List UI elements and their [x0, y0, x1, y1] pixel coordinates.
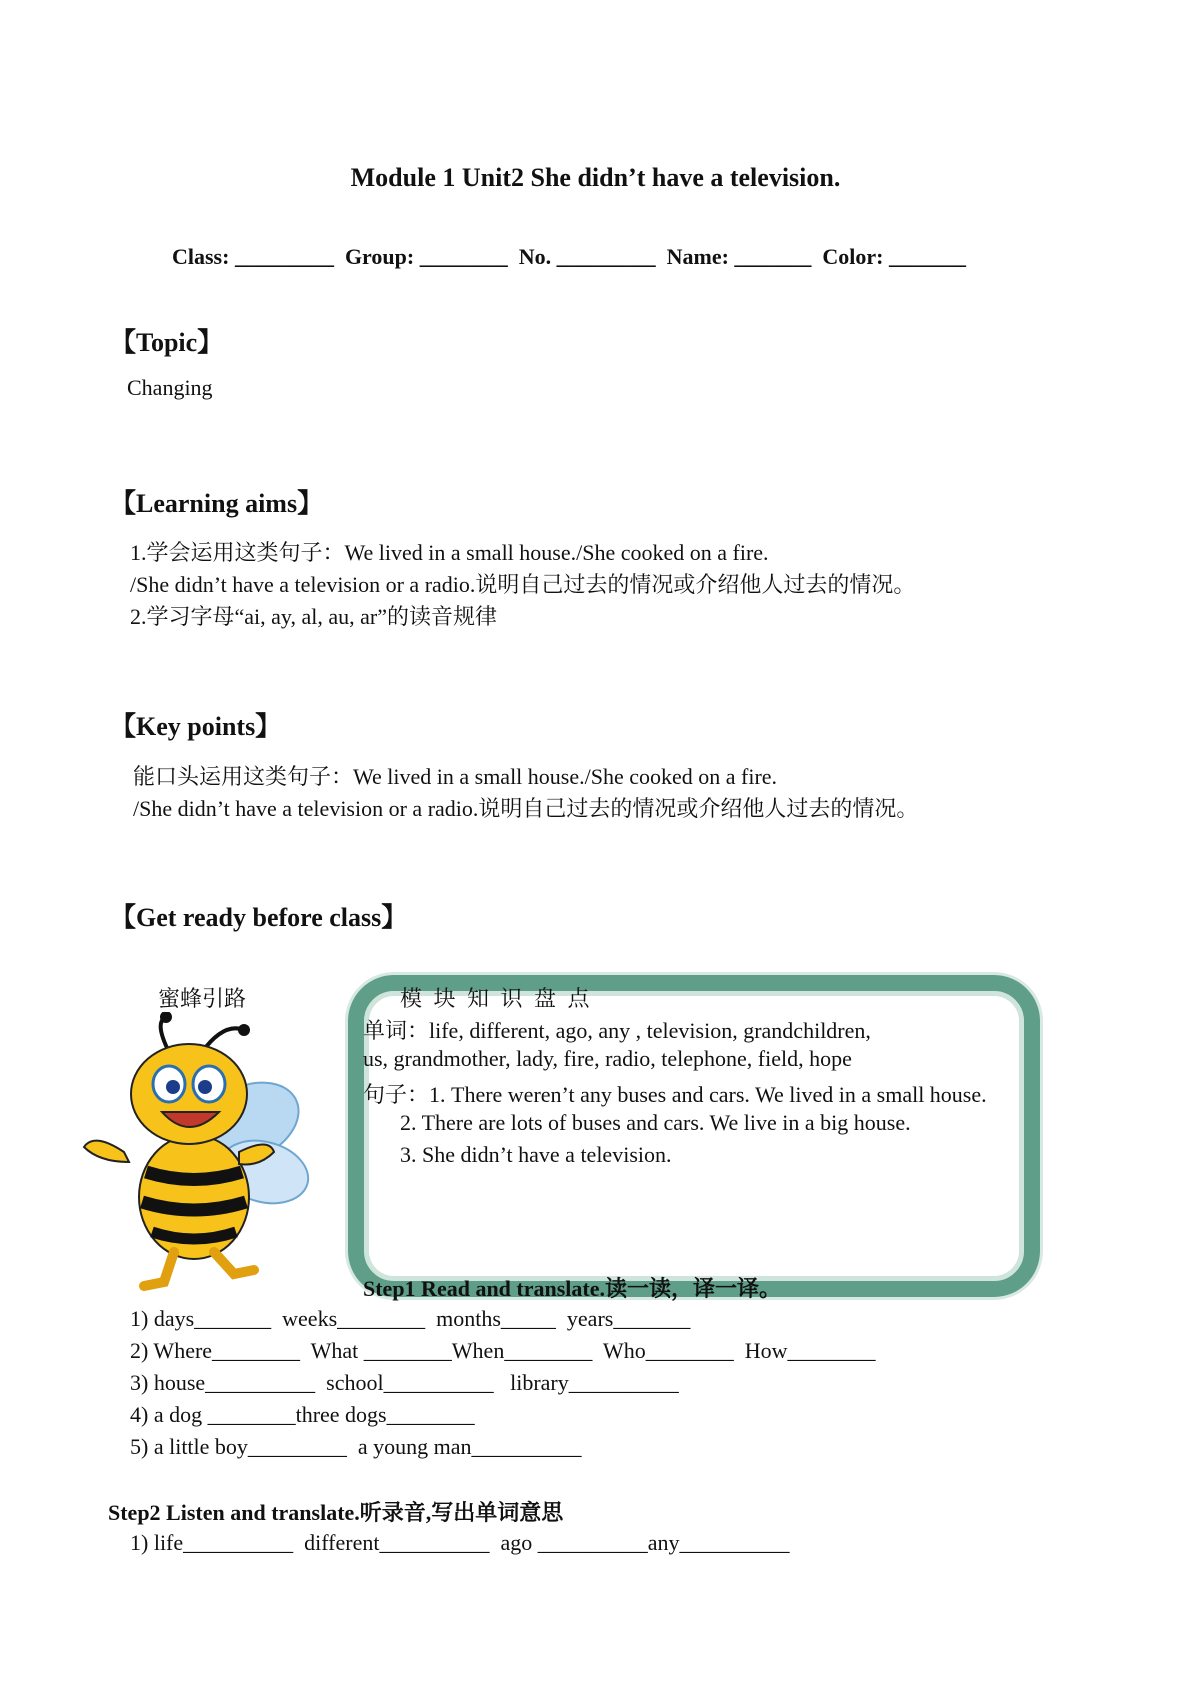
step2-item: 1) life__________ different__________ ago __________any__________ — [130, 1530, 790, 1555]
key-points-line: 能口头运用这类句子：We lived in a small house./She cooked on a fire. — [133, 764, 778, 789]
step2-heading: Step2 Listen and translate.听录音,写出单词意思 — [108, 1500, 564, 1525]
box-line: 2. There are lots of buses and cars. We live in a big house. — [400, 1110, 911, 1135]
box-line: 单词：life, different, ago, any , television, grandchildren, — [363, 1018, 871, 1043]
aims-line: /She didn’t have a television or a radio.说明自己过去的情况或介绍他人过去的情况。 — [130, 572, 916, 597]
step1-heading: Step1 Read and translate.读一读，译一译。 — [363, 1276, 782, 1301]
box-line: 3. She didn’t have a television. — [400, 1142, 672, 1167]
bee-mascot-icon — [74, 1012, 354, 1294]
key-points-heading: 【Key points】 — [110, 712, 282, 741]
step1-item: 1) days_______ weeks________ months_____ years_______ — [130, 1306, 691, 1331]
step1-item: 4) a dog ________three dogs________ — [130, 1402, 475, 1427]
aims-heading: 【Learning aims】 — [110, 489, 324, 518]
box-title: 模 块 知 识 盘 点 — [400, 986, 593, 1011]
aims-line: 2.学习字母“ai, ay, al, au, ar”的读音规律 — [130, 604, 497, 629]
box-line: 句子：1. There weren’t any buses and cars. We lived in a small house. — [363, 1082, 987, 1107]
step1-item: 3) house__________ school__________ library__________ — [130, 1370, 679, 1395]
key-points-line: /She didn’t have a television or a radio.说明自己过去的情况或介绍他人过去的情况。 — [133, 796, 919, 821]
step1-item: 2) Where________ What ________When________ Who________ How________ — [130, 1338, 876, 1363]
topic-text: Changing — [127, 375, 213, 400]
topic-heading: 【Topic】 — [110, 328, 224, 357]
student-info-line: Class: _________ Group: ________ No. _________ Name: _______ Color: _______ — [172, 244, 967, 269]
bee-guide-label: 蜜蜂引路 — [158, 986, 247, 1011]
aims-line: 1.学会运用这类句子：We lived in a small house./She cooked on a fire. — [130, 540, 769, 565]
page-title: Module 1 Unit2 She didn’t have a television. — [350, 163, 841, 192]
box-line: us, grandmother, lady, fire, radio, telephone, field, hope — [363, 1046, 852, 1071]
get-ready-heading: 【Get ready before class】 — [110, 903, 408, 932]
step1-item: 5) a little boy_________ a young man__________ — [130, 1434, 582, 1459]
